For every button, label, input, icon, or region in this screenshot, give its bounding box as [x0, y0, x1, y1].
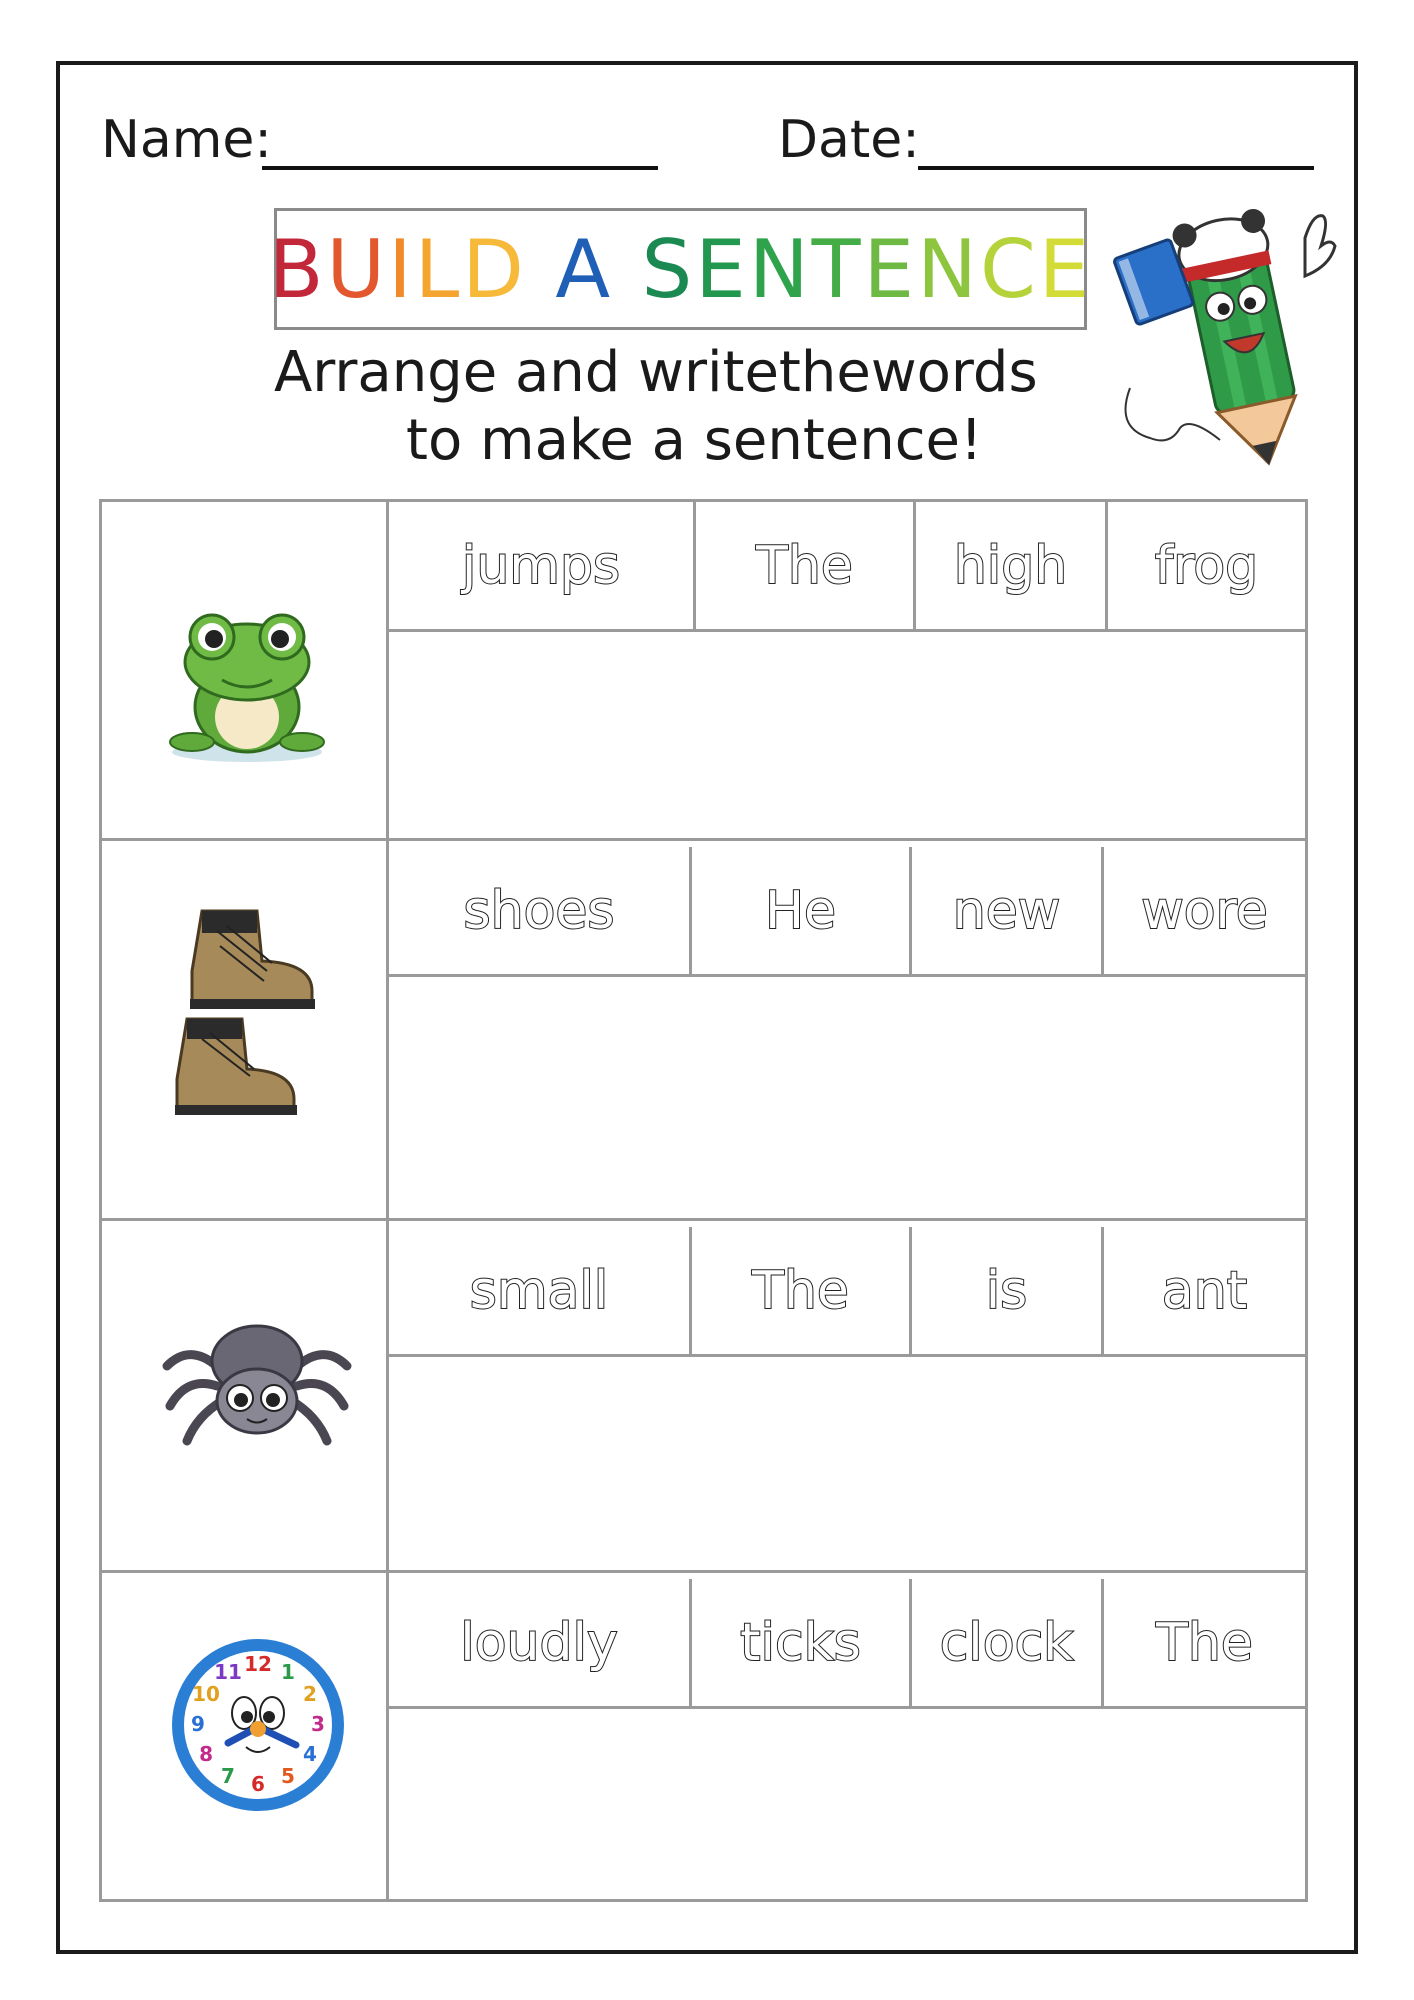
picture-cell: [102, 841, 389, 1218]
picture-cell: [102, 502, 389, 838]
clock-number: 3: [311, 1712, 325, 1736]
clock-number: 2: [303, 1682, 317, 1706]
clock-number: 8: [199, 1742, 213, 1766]
word-bank: [389, 1227, 1305, 1357]
clock-number: 7: [221, 1763, 235, 1788]
word-tile: He: [692, 847, 912, 974]
title-letter: I: [388, 222, 415, 316]
title-letter: S: [641, 222, 696, 316]
clock-number: 10: [192, 1682, 220, 1706]
pencil-mascot-illustration: [1110, 178, 1340, 478]
word-tile: jumps: [389, 502, 696, 629]
boots-icon: [172, 901, 322, 1121]
exercise-row: [99, 1573, 1308, 1902]
word-tile: frog: [1154, 535, 1259, 596]
word-tile: new: [912, 847, 1104, 974]
word-tile: ant: [1161, 1260, 1248, 1321]
picture-cell: [102, 1221, 389, 1570]
word-tile: The: [696, 502, 916, 629]
title-letter: A: [555, 222, 614, 316]
word-tile: The: [692, 1227, 912, 1354]
word-bank: [389, 1579, 1305, 1709]
clock-number: 1: [281, 1660, 295, 1685]
clock-number: 6: [251, 1772, 265, 1796]
title-letter: E: [695, 222, 749, 316]
word-tile: clock: [912, 1579, 1104, 1706]
title-letter: E: [1038, 222, 1093, 316]
title-letter: U: [326, 222, 389, 316]
worksheet-title: [268, 208, 1093, 330]
word-tile: ticks: [692, 1579, 912, 1706]
word-tile: The: [1156, 1612, 1253, 1673]
word-tile: small: [389, 1227, 692, 1354]
clock-number: 4: [303, 1742, 317, 1766]
clock-number: 5: [281, 1763, 295, 1788]
title-letter: N: [917, 222, 980, 316]
title-letter: L: [414, 222, 463, 316]
clock-number: 9: [191, 1712, 205, 1736]
title-letter: N: [748, 222, 812, 316]
title-letter: D: [462, 222, 527, 316]
exercise-row: [99, 841, 1308, 1221]
word-tile: shoes: [389, 847, 692, 974]
sentence-answer-area[interactable]: [389, 977, 1305, 1218]
title-letter: [613, 223, 641, 316]
title-letter: E: [863, 222, 918, 316]
name-line[interactable]: [262, 166, 658, 170]
date-label: Date:: [778, 110, 920, 170]
word-bank: [389, 847, 1305, 977]
title-letter: T: [811, 222, 864, 316]
title-letter: [527, 223, 555, 316]
spider-icon: [162, 1316, 352, 1446]
instruction-line-2: to make a sentence!: [406, 408, 983, 473]
clock-icon: [168, 1635, 348, 1815]
title-letter: B: [268, 222, 327, 316]
exercise-row: [99, 1221, 1308, 1573]
clock-number: 12: [244, 1652, 272, 1676]
clock-number: 11: [214, 1660, 242, 1685]
word-tile: is: [912, 1227, 1104, 1354]
instruction-line-1: Arrange and writethewords: [274, 340, 1038, 405]
title-letter: C: [979, 222, 1039, 316]
word-tile: wore: [1141, 880, 1268, 941]
word-bank: [389, 502, 1305, 632]
sentence-answer-area[interactable]: [389, 632, 1305, 838]
word-tile: loudly: [389, 1579, 692, 1706]
date-line[interactable]: [918, 166, 1314, 170]
word-tile: high: [916, 502, 1108, 629]
picture-cell: [102, 1573, 389, 1899]
sentence-answer-area[interactable]: [389, 1357, 1305, 1570]
sentence-answer-area[interactable]: [389, 1709, 1305, 1899]
frog-icon: [162, 602, 332, 767]
exercise-row: [99, 499, 1308, 841]
exercise-grid: [99, 499, 1308, 1902]
name-label: Name:: [101, 110, 272, 170]
